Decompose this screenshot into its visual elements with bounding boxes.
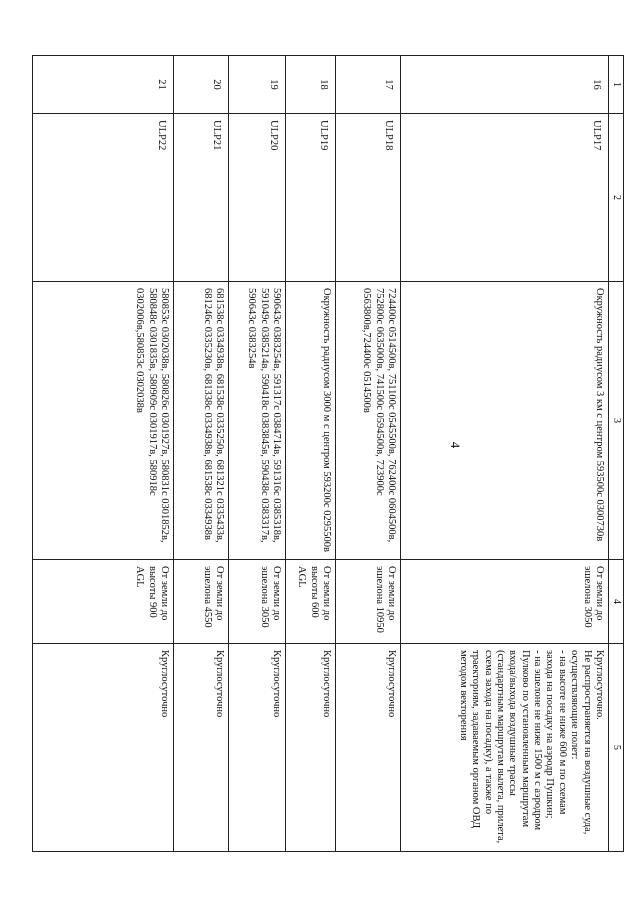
operating-mode [401,644,609,852]
mode-line: Круглосуточно. [594,650,605,720]
zone-boundary: 590643с 0383254в, 591317с 0384714в, 591316с 0385318в, 591049с 0385214в, 590418с 0383845в, 590438с 0383317в, 590643с 0383254в [229,282,286,560]
zone-boundary: 724400с 0514500в, 751100с 0545500в, 762400с 0604500в, 752800с 0635000в, 741500с 0594500в, 723900с 0563800в,724400с 0514500в [336,282,401,560]
vertical-limits: От земли до эшелона 4550 [174,560,229,644]
zone-boundary: 580853с 0302038в, 580826с 0301927в, 580831с 0301852в, 580848с 0301835в, 580909с 0301917в, 580918с 0302006в,580853с 0302038в [33,282,174,560]
table-row [33,56,174,852]
vertical-limits: От земли до эшелона 10950 [336,560,401,644]
column-header: 3 [609,282,624,560]
zone-boundary: Окружность радиусом 3 км с центром 593500с 0300730в [401,282,609,560]
header-row [609,56,624,852]
column-header: 5 [609,644,624,852]
zone-code: ULP20 [229,114,286,282]
vertical-limits: От земли до высоты 900 AGL [33,560,174,644]
table-row [286,56,336,852]
table-row [401,56,609,852]
row-number: 18 [286,56,336,114]
zone-code: ULP21 [174,114,229,282]
zone-boundary: 681538с 0334938в, 681538с 0335250в, 681321с 0335433в, 681246с 0335230в, 681338с 0334938в, 681538с 0334938в [174,282,229,560]
zone-code: ULP22 [33,114,174,282]
table-row [336,56,401,852]
mode-line: Не распространяется на воздушные суда, осуществляющие полет: [569,650,593,835]
column-header: 4 [609,560,624,644]
page-number: 4 [448,441,463,449]
operating-mode: Круглосуточно [33,644,174,852]
column-header: 2 [609,114,624,282]
operating-mode: Круглосуточно [229,644,286,852]
rotated-table-page [28,0,624,905]
column-header: 1 [609,56,624,114]
row-number: 19 [229,56,286,114]
operating-mode: Круглосуточно [336,644,401,852]
row-number: 21 [33,56,174,114]
row-number: 20 [174,56,229,114]
operating-mode: Круглосуточно [286,644,336,852]
mode-line: - на эшелоне не ниже 1500 м с аэродром Пулково по установленным маршрутам входа/выхода воздушные трассы (стандартным маршрутам вылета, прилета, схема захода на посадку), а также по траекториям, задаваемым органом ОВД методом векторения [457,650,544,844]
row-number: 16 [401,56,609,114]
zone-code: ULP17 [401,114,609,282]
row-number: 17 [336,56,401,114]
zone-code: ULP19 [286,114,336,282]
table-row [174,56,229,852]
vertical-limits: От земли до эшелона 3050 [229,560,286,644]
mode-line: - на высоте не ниже 600 м по схемам захода на посадку на аэродр Пушкин; [544,650,568,819]
vertical-limits: От земли до высоты 600 AGL [286,560,336,644]
zone-code: ULP18 [336,114,401,282]
zone-boundary: Окружность радиусом 3000 м с центром 593200с 0295500в [286,282,336,560]
operating-mode: Круглосуточно [174,644,229,852]
airspace-table [32,55,624,852]
table-row [229,56,286,852]
vertical-limits: От земли до эшелона 3050 [401,560,609,644]
